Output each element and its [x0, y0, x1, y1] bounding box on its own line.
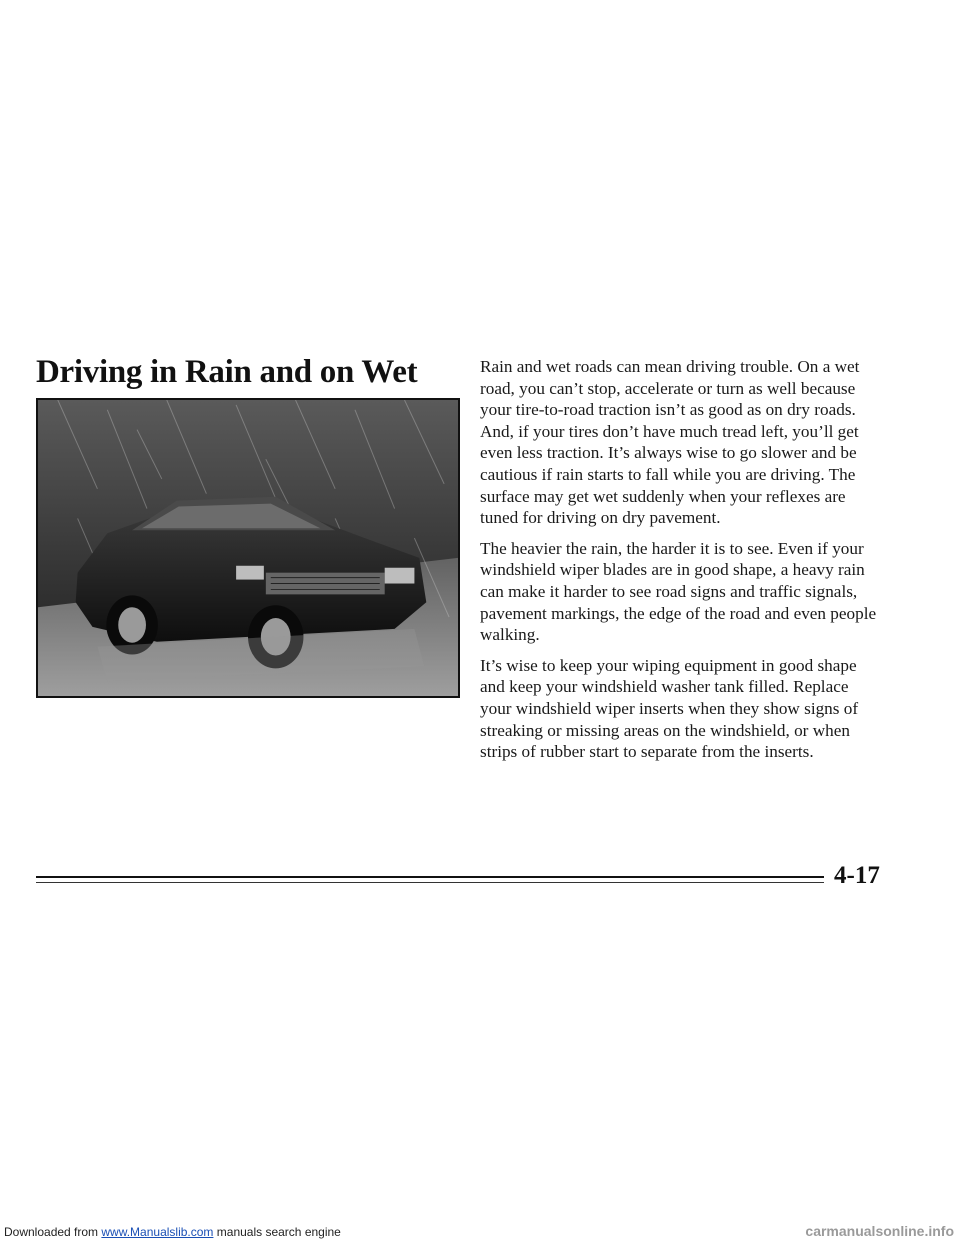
footer-suffix: manuals search engine: [213, 1225, 341, 1239]
watermark-text: carmanualsonline.info: [805, 1223, 954, 1239]
paragraph: It’s wise to keep your wiping equipment in good shape and keep your windshield washer tank filled. Replace your windshield wiper inserts when they show signs of streaking or missing areas on the windshield, or when strips of rubber start to separate from the inserts.: [480, 655, 859, 762]
paragraph: Rain and wet roads can mean driving trouble. On a wet road, you can’t stop, accelerate or turn as well because your tire-to-road traction isn’t as good as on dry roads. And, if your tires don’t have much tread left, you’ll get even less traction. It’s always wise to go slower and be cautious if rain starts to fall while you are driving. The surface may get wet suddenly when your reflexes are tuned for driving on dry pavement.: [480, 357, 860, 528]
footer-rule: [36, 876, 824, 883]
car-in-rain-photo: [36, 398, 460, 698]
download-footer: [0, 1222, 960, 1242]
footer-prefix: Downloaded from: [4, 1225, 102, 1239]
page-number: 4-17: [834, 862, 880, 889]
manualslib-link[interactable]: www.Manualslib.com: [101, 1225, 214, 1239]
paragraph: The heavier the rain, the harder it is to see. Even if your windshield wiper blades are in good shape, a heavy rain can make it harder to see road signs and traffic signals, pavement markings, the edge of the road and even people walking.: [480, 538, 877, 645]
section-heading: Driving in Rain and on Wet: [36, 354, 418, 390]
body-text: [480, 356, 880, 772]
